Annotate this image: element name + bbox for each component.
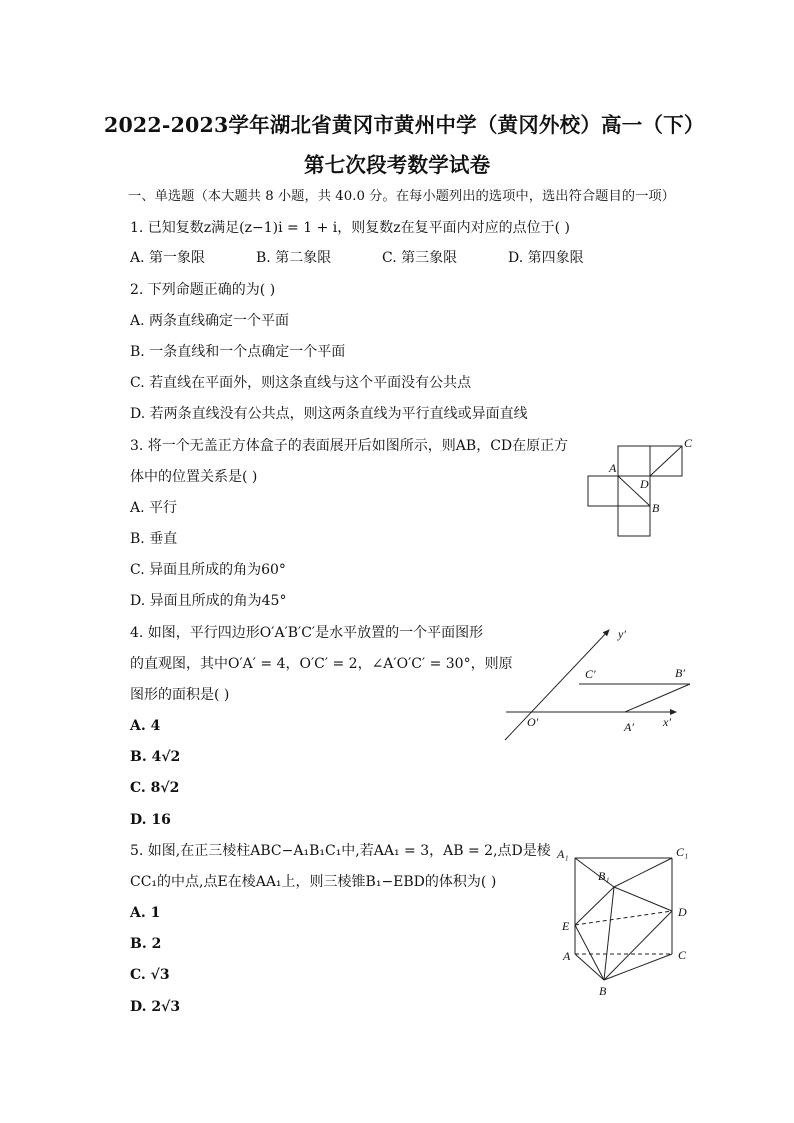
q3-stem-line1: 3. 将一个无盖正方体盒子的表面展开后如图所示，则AB，CD在原正方: [130, 438, 569, 454]
section-header: 一、单选题（本大题共 8 小题，共 40.0 分。在每小题列出的选项中，选出符合题目的一项）: [128, 189, 675, 204]
q4-label-c: C′: [585, 667, 596, 681]
q2-option-b: B. 一条直线和一个点确定一个平面: [130, 344, 346, 360]
q4-stem-line2: 的直观图，其中O′A′ = 4，O′C′ = 2，∠A′O′C′ = 30°，则原: [130, 656, 513, 672]
q5-label-b1: B₁: [598, 869, 610, 883]
q5-label-d: D: [678, 905, 687, 919]
q3-option-b: B. 垂直: [130, 531, 178, 547]
q3-label-a: A: [609, 461, 617, 475]
q4-stem-line3: 图形的面积是( ): [130, 687, 230, 703]
q5-label-b: B: [599, 984, 607, 998]
q4-option-b: B. 4√2: [130, 749, 181, 765]
q3-stem-line2: 体中的位置关系是( ): [130, 469, 258, 485]
q4-stem-line1: 4. 如图，平行四边形O′A′B′C′是水平放置的一个平面图形: [130, 625, 484, 641]
q4-option-c: C. 8√2: [130, 780, 180, 796]
q5-option-d: D. 2√3: [130, 999, 181, 1015]
q5-label-e: E: [562, 919, 570, 933]
q1-option-d: D. 第四象限: [508, 250, 584, 266]
q5-stem-line2: CC₁的中点,点E在棱AA₁上，则三棱锥B₁−EBD的体积为( ): [130, 874, 497, 890]
q3-option-c: C. 异面且所成的角为60°: [130, 562, 286, 578]
q3-cube-net-figure: [580, 436, 700, 546]
q5-label-c: C: [678, 948, 687, 962]
q1-option-a: A. 第一象限: [130, 250, 206, 266]
q5-option-c: C. √3: [130, 967, 170, 983]
q5-prism-figure: [555, 840, 705, 1000]
q2-option-c: C. 若直线在平面外，则这条直线与这个平面没有公共点: [130, 375, 472, 391]
q4-label-o: O′: [527, 715, 539, 729]
q2-stem: 2. 下列命题正确的为( ): [130, 282, 276, 298]
q3-option-a: A. 平行: [130, 500, 178, 516]
q5-option-b: B. 2: [130, 936, 162, 952]
q2-option-d: D. 若两条直线没有公共点，则这两条直线为平行直线或异面直线: [130, 406, 528, 422]
q5-label-a: A: [563, 949, 571, 963]
q1-option-b: B. 第二象限: [256, 250, 332, 266]
q1-stem: 1. 已知复数z满足(z−1)i = 1 + i，则复数z在复平面内对应的点位于( ): [130, 220, 570, 236]
q3-label-d: D: [640, 477, 649, 491]
q4-option-a: A. 4: [130, 718, 161, 734]
q3-label-b: B: [652, 501, 660, 515]
q4-label-y: y′: [618, 627, 626, 641]
q4-label-b: B′: [675, 666, 685, 680]
q4-option-d: D. 16: [130, 812, 171, 828]
q5-stem-line1: 5. 如图,在正三棱柱ABC−A₁B₁C₁中,若AA₁ = 3，AB = 2,点D是棱: [130, 843, 551, 859]
q4-label-a: A′: [624, 720, 634, 734]
q3-label-c: C: [684, 436, 693, 450]
q4-parallelogram-figure: [500, 620, 700, 745]
q5-option-a: A. 1: [130, 905, 161, 921]
q4-label-x: x′: [663, 715, 671, 729]
q2-option-a: A. 两条直线确定一个平面: [130, 313, 290, 329]
page-title-line1: 2022-2023学年湖北省黄冈市黄州中学（黄冈外校）高一（下）: [104, 113, 705, 137]
q5-label-a1: A₁: [557, 847, 569, 861]
q1-option-c: C. 第三象限: [382, 250, 458, 266]
page-title-line2: 第七次段考数学试卷: [304, 153, 491, 177]
q5-label-c1: C₁: [676, 845, 689, 859]
q3-option-d: D. 异面且所成的角为45°: [130, 593, 287, 609]
